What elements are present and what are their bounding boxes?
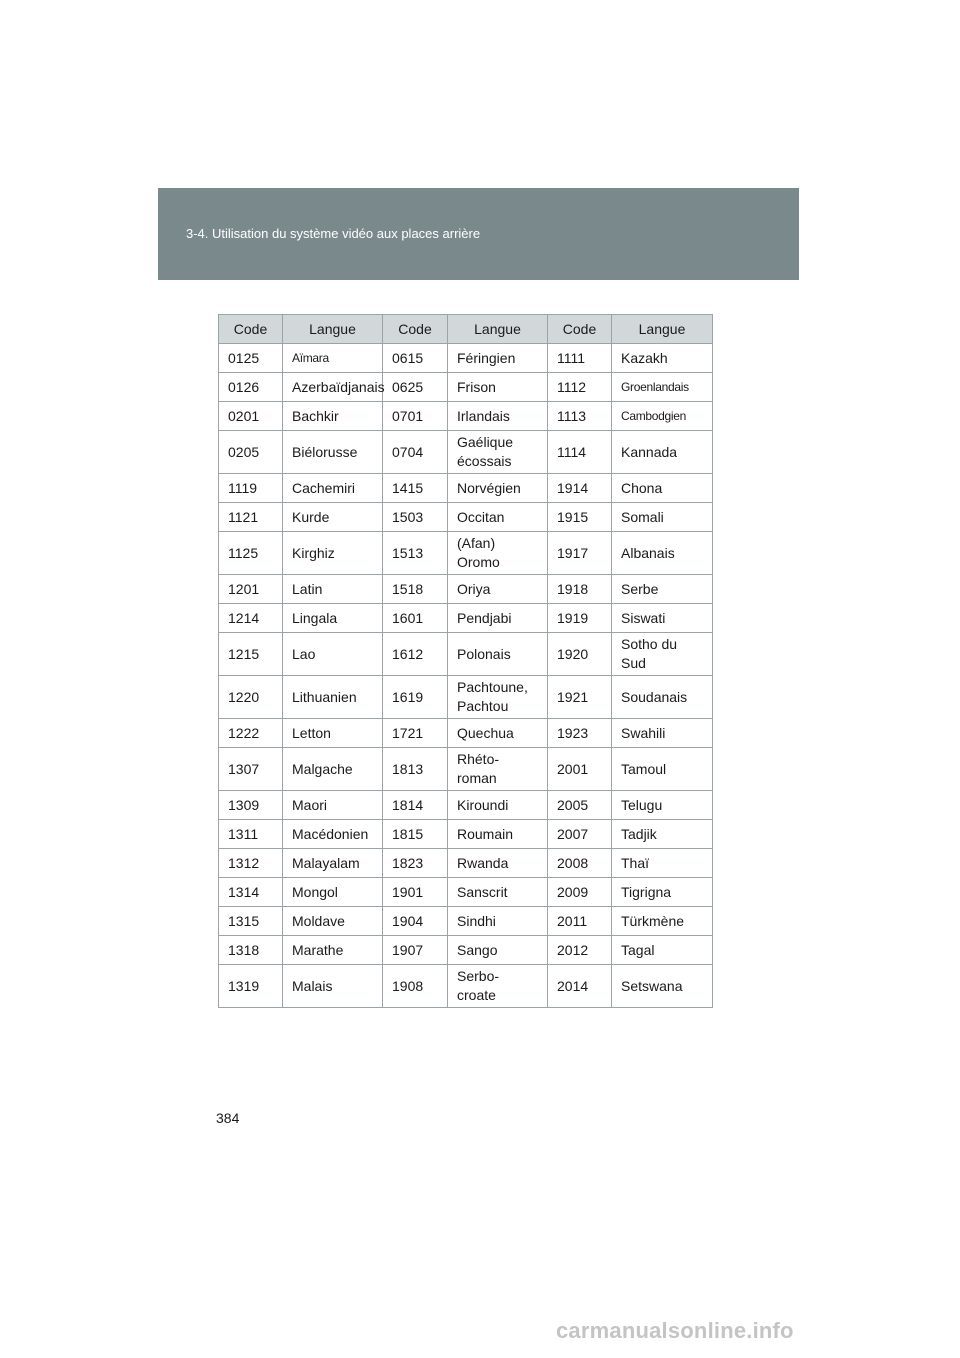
language-code-cell: 1113 bbox=[548, 402, 612, 431]
language-code-cell: 2011 bbox=[548, 907, 612, 936]
language-code-cell: 1312 bbox=[219, 849, 283, 878]
table-row bbox=[219, 604, 713, 633]
language-code-cell: 1222 bbox=[219, 719, 283, 748]
table-row bbox=[219, 431, 713, 474]
language-code-cell: 1125 bbox=[219, 532, 283, 575]
language-code-cell: 1619 bbox=[383, 676, 448, 719]
language-code-cell: 0701 bbox=[383, 402, 448, 431]
language-name-cell: Lithuanien bbox=[283, 676, 383, 719]
language-code-cell: 1111 bbox=[548, 344, 612, 373]
language-name-cell: Serbe bbox=[612, 575, 713, 604]
language-code-cell: 1112 bbox=[548, 373, 612, 402]
language-code-cell: 1309 bbox=[219, 791, 283, 820]
language-code-cell: 1513 bbox=[383, 532, 448, 575]
language-code-cell: 1907 bbox=[383, 936, 448, 965]
language-name-cell: Occitan bbox=[448, 503, 548, 532]
language-code-cell: 1214 bbox=[219, 604, 283, 633]
table-row bbox=[219, 532, 713, 575]
language-name-cell: Biélorusse bbox=[283, 431, 383, 474]
language-name-cell: Frison bbox=[448, 373, 548, 402]
language-name-cell: Malgache bbox=[283, 748, 383, 791]
language-code-cell: 1815 bbox=[383, 820, 448, 849]
language-code-cell: 0201 bbox=[219, 402, 283, 431]
language-name-cell: Lingala bbox=[283, 604, 383, 633]
language-name-cell: Serbo- croate bbox=[448, 965, 548, 1008]
language-name-cell: Tamoul bbox=[612, 748, 713, 791]
language-name-cell: Swahili bbox=[612, 719, 713, 748]
language-name-cell: Kirghiz bbox=[283, 532, 383, 575]
language-code-cell: 2009 bbox=[548, 878, 612, 907]
language-name-cell: Kurde bbox=[283, 503, 383, 532]
language-name-cell: Sotho du Sud bbox=[612, 633, 713, 676]
table-row bbox=[219, 676, 713, 719]
language-code-cell: 1612 bbox=[383, 633, 448, 676]
column-header-language: Langue bbox=[448, 315, 548, 344]
language-code-cell: 1114 bbox=[548, 431, 612, 474]
language-name-cell: Polonais bbox=[448, 633, 548, 676]
language-name-cell: Maori bbox=[283, 791, 383, 820]
table-row bbox=[219, 820, 713, 849]
language-name-cell: Kazakh bbox=[612, 344, 713, 373]
language-name-cell: Telugu bbox=[612, 791, 713, 820]
language-code-cell: 1918 bbox=[548, 575, 612, 604]
column-header-code: Code bbox=[383, 315, 448, 344]
language-code-cell: 1503 bbox=[383, 503, 448, 532]
language-code-cell: 1914 bbox=[548, 474, 612, 503]
table-row bbox=[219, 575, 713, 604]
language-code-cell: 1915 bbox=[548, 503, 612, 532]
table-row bbox=[219, 907, 713, 936]
table-row bbox=[219, 719, 713, 748]
language-name-cell: Somali bbox=[612, 503, 713, 532]
language-name-cell: Roumain bbox=[448, 820, 548, 849]
language-name-cell: Irlandais bbox=[448, 402, 548, 431]
language-code-cell: 1923 bbox=[548, 719, 612, 748]
language-name-cell: Chona bbox=[612, 474, 713, 503]
language-code-cell: 1215 bbox=[219, 633, 283, 676]
language-name-cell: Kannada bbox=[612, 431, 713, 474]
language-name-cell: Setswana bbox=[612, 965, 713, 1008]
language-code-cell: 1318 bbox=[219, 936, 283, 965]
language-code-cell: 1904 bbox=[383, 907, 448, 936]
language-code-cell: 0205 bbox=[219, 431, 283, 474]
language-name-cell: Tagal bbox=[612, 936, 713, 965]
column-header-code: Code bbox=[548, 315, 612, 344]
language-code-cell: 1601 bbox=[383, 604, 448, 633]
language-name-cell: Gaélique écossais bbox=[448, 431, 548, 474]
language-name-cell: Rhéto- roman bbox=[448, 748, 548, 791]
language-code-cell: 1319 bbox=[219, 965, 283, 1008]
table-row bbox=[219, 965, 713, 1008]
language-code-cell: 1307 bbox=[219, 748, 283, 791]
language-name-cell: Aïmara bbox=[283, 344, 383, 373]
section-title: 3-4. Utilisation du système vidéo aux places arrière bbox=[186, 226, 481, 241]
language-code-cell: 0126 bbox=[219, 373, 283, 402]
language-name-cell: Türkmène bbox=[612, 907, 713, 936]
language-code-cell: 2007 bbox=[548, 820, 612, 849]
language-code-cell: 1919 bbox=[548, 604, 612, 633]
language-name-cell: Quechua bbox=[448, 719, 548, 748]
language-name-cell: Féringien bbox=[448, 344, 548, 373]
language-code-cell: 0615 bbox=[383, 344, 448, 373]
language-name-cell: Cachemiri bbox=[283, 474, 383, 503]
language-name-cell: Oriya bbox=[448, 575, 548, 604]
language-name-cell: Groenlandais bbox=[612, 373, 713, 402]
language-code-cell: 0704 bbox=[383, 431, 448, 474]
language-code-cell: 1119 bbox=[219, 474, 283, 503]
language-code-cell: 1314 bbox=[219, 878, 283, 907]
table-row bbox=[219, 633, 713, 676]
language-code-cell: 1813 bbox=[383, 748, 448, 791]
language-name-cell: Malayalam bbox=[283, 849, 383, 878]
language-name-cell: Albanais bbox=[612, 532, 713, 575]
language-name-cell: Moldave bbox=[283, 907, 383, 936]
language-name-cell: Pachtoune, Pachtou bbox=[448, 676, 548, 719]
table-row bbox=[219, 344, 713, 373]
language-code-table bbox=[218, 314, 713, 1008]
language-name-cell: Sindhi bbox=[448, 907, 548, 936]
language-code-cell: 1814 bbox=[383, 791, 448, 820]
language-name-cell: Malais bbox=[283, 965, 383, 1008]
language-name-cell: Azerbaïdjanais bbox=[283, 373, 383, 402]
language-name-cell: Cambodgien bbox=[612, 402, 713, 431]
language-name-cell: Marathe bbox=[283, 936, 383, 965]
language-name-cell: Siswati bbox=[612, 604, 713, 633]
table-row bbox=[219, 503, 713, 532]
language-code-cell: 1921 bbox=[548, 676, 612, 719]
language-name-cell: Mongol bbox=[283, 878, 383, 907]
language-code-cell: 0125 bbox=[219, 344, 283, 373]
table-row bbox=[219, 849, 713, 878]
language-code-cell: 1901 bbox=[383, 878, 448, 907]
watermark-logo: carmanualsonline.info bbox=[556, 1318, 794, 1343]
table-body bbox=[219, 344, 713, 1008]
language-name-cell: Lao bbox=[283, 633, 383, 676]
column-header-code: Code bbox=[219, 315, 283, 344]
language-name-cell: Macédonien bbox=[283, 820, 383, 849]
language-name-cell: Kiroundi bbox=[448, 791, 548, 820]
language-name-cell: Bachkir bbox=[283, 402, 383, 431]
table-row bbox=[219, 474, 713, 503]
language-code-cell: 1220 bbox=[219, 676, 283, 719]
language-code-cell: 1917 bbox=[548, 532, 612, 575]
language-code-cell: 1121 bbox=[219, 503, 283, 532]
language-code-cell: 2012 bbox=[548, 936, 612, 965]
language-name-cell: Rwanda bbox=[448, 849, 548, 878]
language-code-cell: 1415 bbox=[383, 474, 448, 503]
language-name-cell: Norvégien bbox=[448, 474, 548, 503]
page-number: 384 bbox=[216, 1110, 240, 1126]
language-code-cell: 1315 bbox=[219, 907, 283, 936]
language-name-cell: (Afan) Oromo bbox=[448, 532, 548, 575]
table-header-row bbox=[219, 315, 713, 344]
section-header-band bbox=[158, 188, 799, 280]
table-row bbox=[219, 402, 713, 431]
language-code-cell: 1823 bbox=[383, 849, 448, 878]
language-code-cell: 1721 bbox=[383, 719, 448, 748]
language-code-cell: 2005 bbox=[548, 791, 612, 820]
language-name-cell: Sanscrit bbox=[448, 878, 548, 907]
language-name-cell: Latin bbox=[283, 575, 383, 604]
table-row bbox=[219, 791, 713, 820]
language-code-cell: 2014 bbox=[548, 965, 612, 1008]
language-name-cell: Sango bbox=[448, 936, 548, 965]
language-code-cell: 1908 bbox=[383, 965, 448, 1008]
language-code-cell: 1920 bbox=[548, 633, 612, 676]
language-name-cell: Tigrigna bbox=[612, 878, 713, 907]
language-name-cell: Tadjik bbox=[612, 820, 713, 849]
table-row bbox=[219, 748, 713, 791]
language-code-cell: 1311 bbox=[219, 820, 283, 849]
column-header-language: Langue bbox=[283, 315, 383, 344]
table-row bbox=[219, 373, 713, 402]
language-name-cell: Letton bbox=[283, 719, 383, 748]
language-name-cell: Pendjabi bbox=[448, 604, 548, 633]
language-code-cell: 0625 bbox=[383, 373, 448, 402]
language-code-cell: 2001 bbox=[548, 748, 612, 791]
column-header-language: Langue bbox=[612, 315, 713, 344]
table-row bbox=[219, 878, 713, 907]
language-name-cell: Soudanais bbox=[612, 676, 713, 719]
language-code-cell: 2008 bbox=[548, 849, 612, 878]
language-code-cell: 1201 bbox=[219, 575, 283, 604]
language-name-cell: Thaï bbox=[612, 849, 713, 878]
table-row bbox=[219, 936, 713, 965]
language-code-cell: 1518 bbox=[383, 575, 448, 604]
